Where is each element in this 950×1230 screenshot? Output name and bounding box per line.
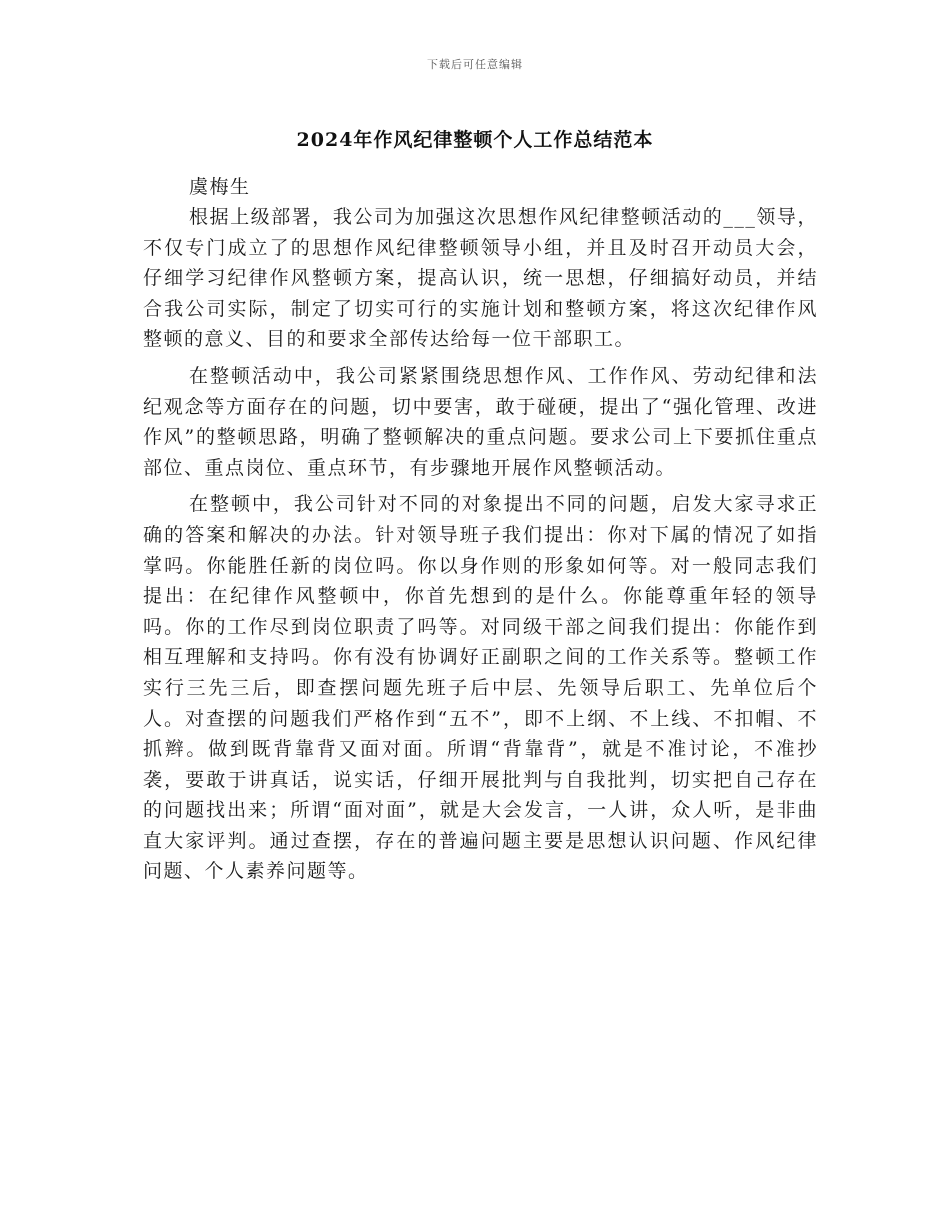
document-body xyxy=(143,172,818,893)
paragraph-2: 在整顿活动中，我公司紧紧围绕思想作风、工作作风、劳动纪律和法纪观念等方面存在的问题，切中要害，敢于碰硬，提出了“强化管理、改进作风”的整顿思路，明确了整顿解决的重点问题。要求公司上下要抓住重点部位、重点岗位、重点环节，有步骤地开展作风整顿活动。 xyxy=(143,364,818,479)
document-title: 2024年作风纪律整顿个人工作总结范本 xyxy=(296,129,654,151)
paragraph-3: 在整顿中，我公司针对不同的对象提出不同的问题，启发大家寻求正确的答案和解决的办法。针对领导班子我们提出：你对下属的情况了如指掌吗。你能胜任新的岗位吗。你以身作则的形象如何等。对一般同志我们提出：在纪律作风整顿中，你首先想到的是什么。你能尊重年轻的领导吗。你的工作尽到岗位职责了吗等。对同级干部之间我们提出：你能作到相互理解和支持吗。你有没有协调好正副职之间的工作关系等。整顿工作实行三先三后，即查摆问题先班子后中层、先领导后职工、先单位后个人。对查摆的问题我们严格作到“五不”，即不上纲、不上线、不扣帽、不抓辫。做到既背靠背又面对面。所谓“背靠背”，就是不准讨论，不准抄袭，要敢于讲真话，说实话，仔细开展批判与自我批判，切实把自己存在的问题找出来；所谓“面对面”，就是大会发言，一人讲，众人听，是非曲直大家评判。通过查摆，存在的普遍问题主要是思想认识问题、作风纪律问题、个人素养问题等。 xyxy=(143,493,818,883)
paragraph-1: 根据上级部署，我公司为加强这次思想作风纪律整顿活动的___领导，不仅专门成立了的思想作风纪律整顿领导小组，并且及时召开动员大会，仔细学习纪律作风整顿方案，提高认识，统一思想，仔细搞好动员，并结合我公司实际，制定了切实可行的实施计划和整顿方案，将这次纪律作风整顿的意义、目的和要求全部传达给每一位干部职工。 xyxy=(143,206,818,351)
author-name: 虞梅生 xyxy=(189,176,251,198)
header-note: 下载后可任意编辑 xyxy=(427,58,523,71)
